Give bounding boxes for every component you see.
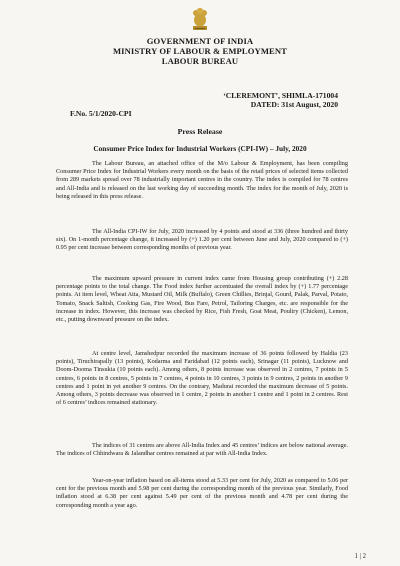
paragraph-comparison: The indices of 31 centres are above All-India Index and 45 centres’ indices are below national average. The indices of Chhindwara & Jalandhar centres remained at par with All-India Index. — [56, 442, 348, 458]
header-ministry: MINISTRY OF LABOUR & EMPLOYMENT — [112, 46, 288, 56]
paragraph-centres: At centre level, Jamshedpur recorded the maximum increase of 36 points followed by Haldia (23 points), Tiruchirapally (13 points), Kodarma and Faridabad (12 points each), Srinagar (11 points), Lucknow and Doom-Dooma Tinsukia (10 points each). Among others, 8 points increase was observed in 2 centres, 7 points in 5 centres, 6 points in 8 centres, 5 points in 7 centres, 4 points in 10 centres, 3 points in 9 centres, 2 points in another 9 centres and 1 point in yet another 9 centres. On the contrary, Madurai recorded the maximum decrease of 5 points. Among others, 3 points decrease was observed in 1 centre, 2 points in another 1 centre and 1 point in 2 centres. Rest of 6 centres’ indices remained stationary. — [56, 350, 348, 407]
page-number: 1 | 2 — [354, 553, 366, 560]
header-govt: GOVERNMENT OF INDIA — [146, 36, 254, 46]
document-title: Press Release — [177, 127, 223, 136]
header-bureau: LABOUR BUREAU — [161, 56, 239, 66]
national-emblem-icon — [189, 6, 211, 32]
office-address: ‘CLEREMONT’, SHIMLA-171004 — [223, 91, 338, 100]
date-line: DATED: 31st August, 2020 — [250, 100, 338, 109]
paragraph-inflation: Year-on-year inflation based on all-items stood at 5.33 per cent for July, 2020 as compared to 5.06 per cent for the previous month and 5.98 per cent during the corresponding month of the previous year. Similarly, Food inflation stood at 6.38 per cent against 5.49 per cent of the previous month and 4.78 per cent during the corresponding month a year ago. — [56, 477, 348, 509]
file-number: F.No. 5/1/2020-CPI — [70, 109, 132, 118]
paragraph-all-india: The All-India CPI-IW for July, 2020 increased by 4 points and stood at 336 (three hundred and thirty six). On 1-month percentage change, it increased by (+) 1.20 per cent between June and July, 2020 compared to (+) 0.95 per cent increase between corresponding months of previous year. — [56, 228, 348, 252]
paragraph-intro: The Labour Bureau, an attached office of the M/o Labour & Employment, has been compiling Consumer Price Index for Industrial Workers every month on the basis of the retail prices of selected items collected from 289 markets spread over 78 industrially important centres in the country. The index is compiled for 78 centres and All-India and is released on the last working day of succeeding month. The index for the month of July, 2020 is being released in this press release. — [56, 160, 348, 200]
paragraph-pressure: The maximum upward pressure in current index came from Housing group contributing (+) 2.28 percentage points to the total change. The Food index further accentuated the overall index by (+) 1.77 percentage points. At item level, Wheat Atta, Mustard Oil, Milk (Buffalo), Green Chillies, Brinjal, Gourd, Palak, Parval, Potato, Tomato, Snack Saltish, Cooking Gas, Fire Wood, Bus Fare, Petrol, Tailoring Charges, etc. are responsible for the increase in index. However, this increase was checked by Rice, Fish Fresh, Goat Meat, Poultry (Chicken), Lemon, etc., putting downward pressure on the index. — [56, 275, 348, 324]
subject-line: Consumer Price Index for Industrial Workers (CPI-IW) – July, 2020 — [93, 144, 307, 153]
